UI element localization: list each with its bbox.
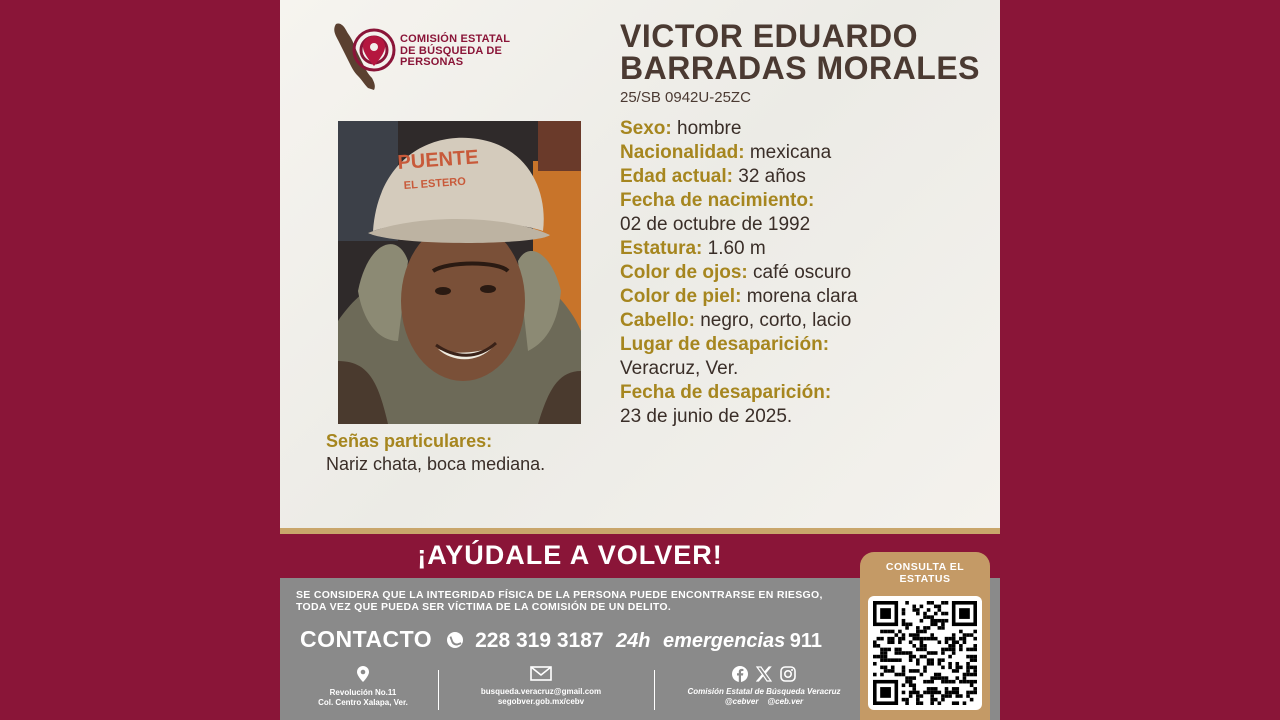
detail-label: Estatura: <box>620 238 703 259</box>
detail-label: Sexo: <box>620 118 672 139</box>
detail-label: Color de ojos: <box>620 262 748 283</box>
phone-icon <box>447 632 463 648</box>
detail-value: hombre <box>677 118 742 139</box>
logo-line-3: PERSONAS <box>400 56 464 68</box>
contact-line <box>300 626 822 653</box>
detail-sexo <box>620 117 990 141</box>
emergency-number[interactable]: 911 <box>789 630 822 652</box>
qr-code-icon[interactable] <box>873 601 977 705</box>
cebv-logo <box>330 20 550 92</box>
detail-value: café oscuro <box>753 262 852 283</box>
detail-nacionalidad <box>620 141 990 165</box>
detail-value: 32 años <box>738 166 806 187</box>
footer-social <box>674 666 854 707</box>
distinguishing-marks <box>326 430 616 476</box>
detail-label: Fecha de nacimiento: <box>620 190 815 211</box>
detail-edad <box>620 165 990 189</box>
address-line-1: Revolución No.11 <box>329 688 397 697</box>
location-pin-icon <box>357 666 369 682</box>
logo-text <box>400 34 510 69</box>
detail-label: Cabello: <box>620 310 695 331</box>
detail-color-ojos <box>620 261 990 285</box>
detail-value: morena clara <box>746 286 858 307</box>
contact-label: CONTACTO <box>300 626 433 652</box>
qr-title-line-1: CONSULTA EL <box>885 561 965 573</box>
person-details <box>620 117 990 429</box>
missing-person-poster <box>280 0 1000 720</box>
qr-code[interactable] <box>868 596 982 710</box>
detail-value: 02 de octubre de 1992 <box>620 214 811 235</box>
detail-fecha-desaparicion-label <box>620 381 990 405</box>
detail-value: negro, corto, lacio <box>700 310 852 331</box>
handle-1[interactable]: @cebver <box>724 697 759 706</box>
detail-label: Edad actual: <box>620 166 733 187</box>
risk-warning <box>296 589 856 613</box>
org-name: Comisión Estatal de Búsqueda Veracruz <box>687 687 841 696</box>
logo-line-2: DE BÚSQUEDA DE <box>400 44 503 57</box>
warning-line-1: SE CONSIDERA QUE LA INTEGRIDAD FÍSICA DE LA PERSONA PUEDE ENCONTRARSE EN RIESGO, <box>296 589 823 601</box>
logo-line-1: COMISIÓN ESTATAL <box>400 33 511 45</box>
detail-value: 1.60 m <box>707 238 766 259</box>
web-link[interactable]: segobver.gob.mx/cebv <box>497 697 585 706</box>
detail-fecha-nacimiento-label <box>620 189 990 213</box>
cap-text-line1: PUENTE <box>396 146 480 174</box>
detail-value: Veracruz, Ver. <box>620 358 739 379</box>
senas-value: Nariz chata, boca mediana. <box>326 454 546 474</box>
detail-value: 23 de junio de 2025. <box>620 406 793 427</box>
social-handles <box>674 697 854 707</box>
warning-line-2: TODA VEZ QUE PUEDA SER VÍCTIMA DE LA COMISIÓN DE UN DELITO. <box>296 601 672 613</box>
detail-label: Nacionalidad: <box>620 142 745 163</box>
social-icons <box>674 666 854 682</box>
cap-text-line2: EL ESTERO <box>403 175 467 192</box>
person-name <box>620 20 990 84</box>
detail-value: mexicana <box>749 142 832 163</box>
person-portrait-image <box>338 121 581 424</box>
qr-title-line-2: ESTATUS <box>899 573 951 585</box>
detail-cabello <box>620 309 990 333</box>
detail-estatura <box>620 237 990 261</box>
veracruz-map-logo-icon <box>330 20 398 92</box>
detail-lugar-value <box>620 357 990 381</box>
detail-fecha-nacimiento-value <box>620 213 990 237</box>
footer-email <box>456 666 626 707</box>
name-line-1: VICTOR EDUARDO <box>620 18 918 54</box>
contact-hours: 24h <box>616 630 651 652</box>
qr-title <box>860 561 990 585</box>
poster-upper-panel <box>280 0 1000 528</box>
instagram-icon[interactable] <box>780 666 796 682</box>
banner-text: ¡AYÚDALE A VOLVER! <box>417 540 723 570</box>
detail-lugar-label <box>620 333 990 357</box>
footer-divider <box>654 670 655 710</box>
facebook-icon[interactable] <box>732 666 748 682</box>
address-line-2: Col. Centro Xalapa, Ver. <box>318 698 408 707</box>
emergency-label: emergencias <box>662 630 786 652</box>
detail-label: Fecha de desaparición: <box>620 382 832 403</box>
case-id: 25/SB 0942U-25ZC <box>620 89 751 106</box>
detail-label: Lugar de desaparición: <box>620 334 830 355</box>
footer-address <box>308 666 418 708</box>
person-photo <box>338 121 581 424</box>
handle-2[interactable]: @ceb.ver <box>767 697 804 706</box>
detail-color-piel <box>620 285 990 309</box>
status-qr-box <box>860 552 990 720</box>
contact-phone[interactable]: 228 319 3187 <box>475 629 604 652</box>
footer-divider <box>438 670 439 710</box>
envelope-icon <box>530 666 552 681</box>
detail-label: Color de piel: <box>620 286 742 307</box>
senas-label: Señas particulares: <box>326 431 493 451</box>
x-icon[interactable] <box>756 666 772 682</box>
detail-fecha-desaparicion-value <box>620 405 990 429</box>
name-line-2: BARRADAS MORALES <box>620 50 980 86</box>
email-link[interactable]: busqueda.veracruz@gmail.com <box>480 687 602 696</box>
